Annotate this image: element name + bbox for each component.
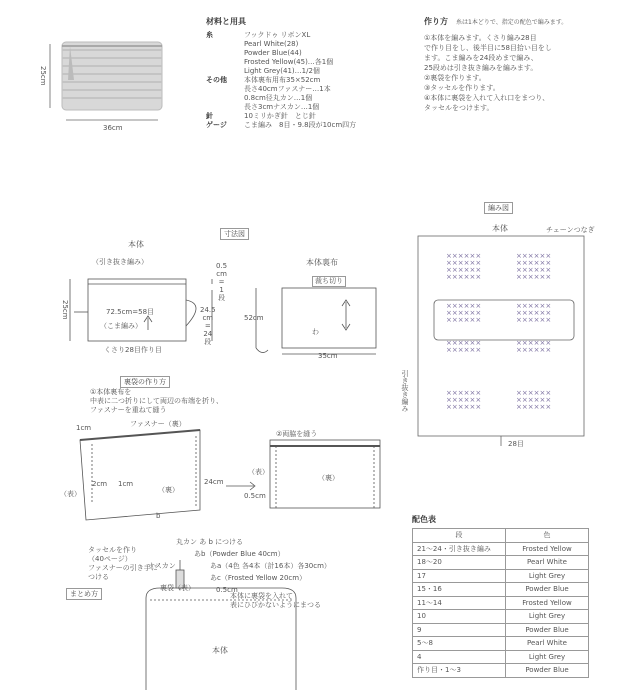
chart-body-title: 本体 [492,224,508,233]
finishing-label: まとめ方 [66,588,102,600]
cm24-label: 24cm [204,478,224,486]
cm2-label: 2cm [92,480,108,488]
omote2-label: （表） [248,468,269,476]
lining-step2: ②両脇を縫う [276,430,318,438]
ring-label: 丸カン あ b につける [176,538,243,546]
svg-text:××××××: ×××××× [516,403,552,411]
fold-cut-label: 裁ち切り [312,276,346,287]
svg-text:××××××: ×××××× [446,403,482,411]
zipper-label: ファスナー（裏） [130,420,186,428]
materials-gauge: ゲージ こま編み 8目・9.8段が10cm四方 [206,121,357,129]
lining-fold: わ [312,328,319,336]
row-count-mid: 24.5 cm = 24 段 [200,306,216,346]
lining-width: 35cm [318,352,338,360]
tassel-note: タッセルを作り （40ページ） ファスナーの引き手に つける [88,546,158,581]
instructions-section: 作り方 糸は1本どりで、指定の配色で編みます。 ①本体を編みます。くさり編み28目 で作り目をし、後半目に58目拾い目をし ます。こま編みを24段めまで編み、 25段めは引き抜き編みを編みます。 ②裏袋を作ります。 ③タッセルを作ります。 ④本体に裏袋を入れて入れ口をまつり、 タッセルをつけます。 [424,17,568,112]
lining-in-label: 裏袋（表） [160,584,195,592]
row-count-top: 0.5 cm = 1 段 [216,262,228,302]
svg-text:××××××: ×××××× [446,302,482,310]
svg-text:××××××: ×××××× [516,396,552,404]
photo-height-label: 25cm [39,66,47,86]
svg-text:××××××: ×××××× [446,316,482,324]
dimensions-label: 寸法図 [220,228,249,240]
table-row: 作り目・1～3 Powder Blue [413,664,589,678]
clutch-photo [50,42,162,120]
svg-text:××××××: ×××××× [516,302,552,310]
table-row: 17 Light Grey [413,569,589,583]
b-yarn-label: あb（Powder Blue 40cm） [194,550,285,558]
svg-text:××××××: ×××××× [446,346,482,354]
svg-text:××××××: ×××××× [516,309,552,317]
svg-text:××××××: ×××××× [446,309,482,317]
insert-note: 本体に裏袋を入れて 表にひびかないようにまつる [230,592,321,609]
materials-section [206,16,356,130]
svg-text:××××××: ×××××× [516,273,552,281]
table-row: 10 Light Grey [413,610,589,624]
chain-count: 28目 [508,440,524,448]
lining-step1: ①本体裏布を 中表に二つ折りにして両辺の布端を折り、 ファスナーを重ねて縫う [90,388,223,414]
nasukan-label: ナスカン [148,562,176,570]
svg-text:××××××: ×××××× [446,252,482,260]
slip-label: 引き抜き編み [401,370,409,412]
c-yarn-label: あc（Frosted Yellow 20cm） [210,574,307,582]
svg-text:××××××: ×××××× [446,396,482,404]
table-row: 9 Powder Blue [413,623,589,637]
svg-text:××××××: ×××××× [516,252,552,260]
materials-yarn: 糸 フックドゥ リボンXL Pearl White(28) Powder Blue(44) Frosted Yellow(45)…各1個 Light Grey(41)…1/2個 [206,31,334,75]
height-label: 25cm [61,300,69,320]
table-row: 5～8 Pearl White [413,637,589,651]
materials-title: 材料と用具 [206,17,246,26]
ura-label: （裏） [158,486,179,494]
slip-stitch-label: （引き抜き編み） [92,258,148,266]
svg-text:××××××: ×××××× [446,266,482,274]
lining-title: 本体裏布 [306,258,338,267]
svg-text:××××××: ×××××× [516,346,552,354]
table-row: 18～20 Pearl White [413,556,589,570]
table-row: 4 Light Grey [413,650,589,664]
svg-text:××××××: ×××××× [446,259,482,267]
table-row: 21～24・引き抜き編み Frosted Yellow [413,542,589,556]
color-table: 段 色 21～24・引き抜き編み Frosted Yellow 18～20 Pearl White 17 Light Grey 15・16 Powder Blue 11～14 Frosted Yellow 10 Light Grey 9 Powder Blue 5～8 Pearl White 4 Light Grey 作り目・1～3 Powder Blue [412,528,589,678]
materials-other: その他 本体裏布用布35×52cm 長さ40cmファスナー…1本 0.8cm径丸カン…1個 長さ3cmナスカン…1個 [206,76,331,111]
lining-height: 52cm [244,314,264,322]
materials-needle: 針 10ミリかぎ針 とじ針 [206,112,316,120]
finishing-body-label: 本体 [212,646,228,655]
photo-width-label: 36cm [103,124,123,132]
color-table-title: 配色表 [412,515,436,524]
omote-label: （表） [60,490,81,498]
table-row: 15・16 Powder Blue [413,583,589,597]
chain-label: くさり28目作り目 [104,346,162,354]
cm1b-label: 1cm [118,480,134,488]
instructions-note: 糸は1本どりで、指定の配色で編みます。 [456,19,568,26]
width-label: 72.5cm=58目 [106,308,155,316]
instructions-title: 作り方 [424,17,448,26]
svg-text:××××××: ×××××× [446,339,482,347]
chain-join-label: チェーンつなぎ [546,226,595,234]
sc-label: （こま編み） [100,322,142,330]
svg-text:××××××: ×××××× [446,273,482,281]
cm1-label: 1cm [76,424,92,432]
svg-text:××××××: ×××××× [516,339,552,347]
chart-label: 編み図 [484,202,513,214]
table-row: 11～14 Frosted Yellow [413,596,589,610]
svg-text:××××××: ×××××× [516,316,552,324]
body-title: 本体 [128,240,144,249]
cm05-label: 0.5cm [244,492,266,500]
b-label: b [156,512,161,520]
svg-text:××××××: ×××××× [516,259,552,267]
ura2-label: （裏） [318,474,339,482]
svg-text:××××××: ×××××× [446,389,482,397]
lining-steps-label: 裏袋の作り方 [120,376,170,388]
knitting-chart [418,236,584,446]
svg-text:××××××: ×××××× [516,389,552,397]
a-yarn-label: あa（4色 各4本（計16本）各30cm） [210,562,331,570]
svg-text:××××××: ×××××× [516,266,552,274]
finishing-cm05: 0.5cm [216,586,238,594]
